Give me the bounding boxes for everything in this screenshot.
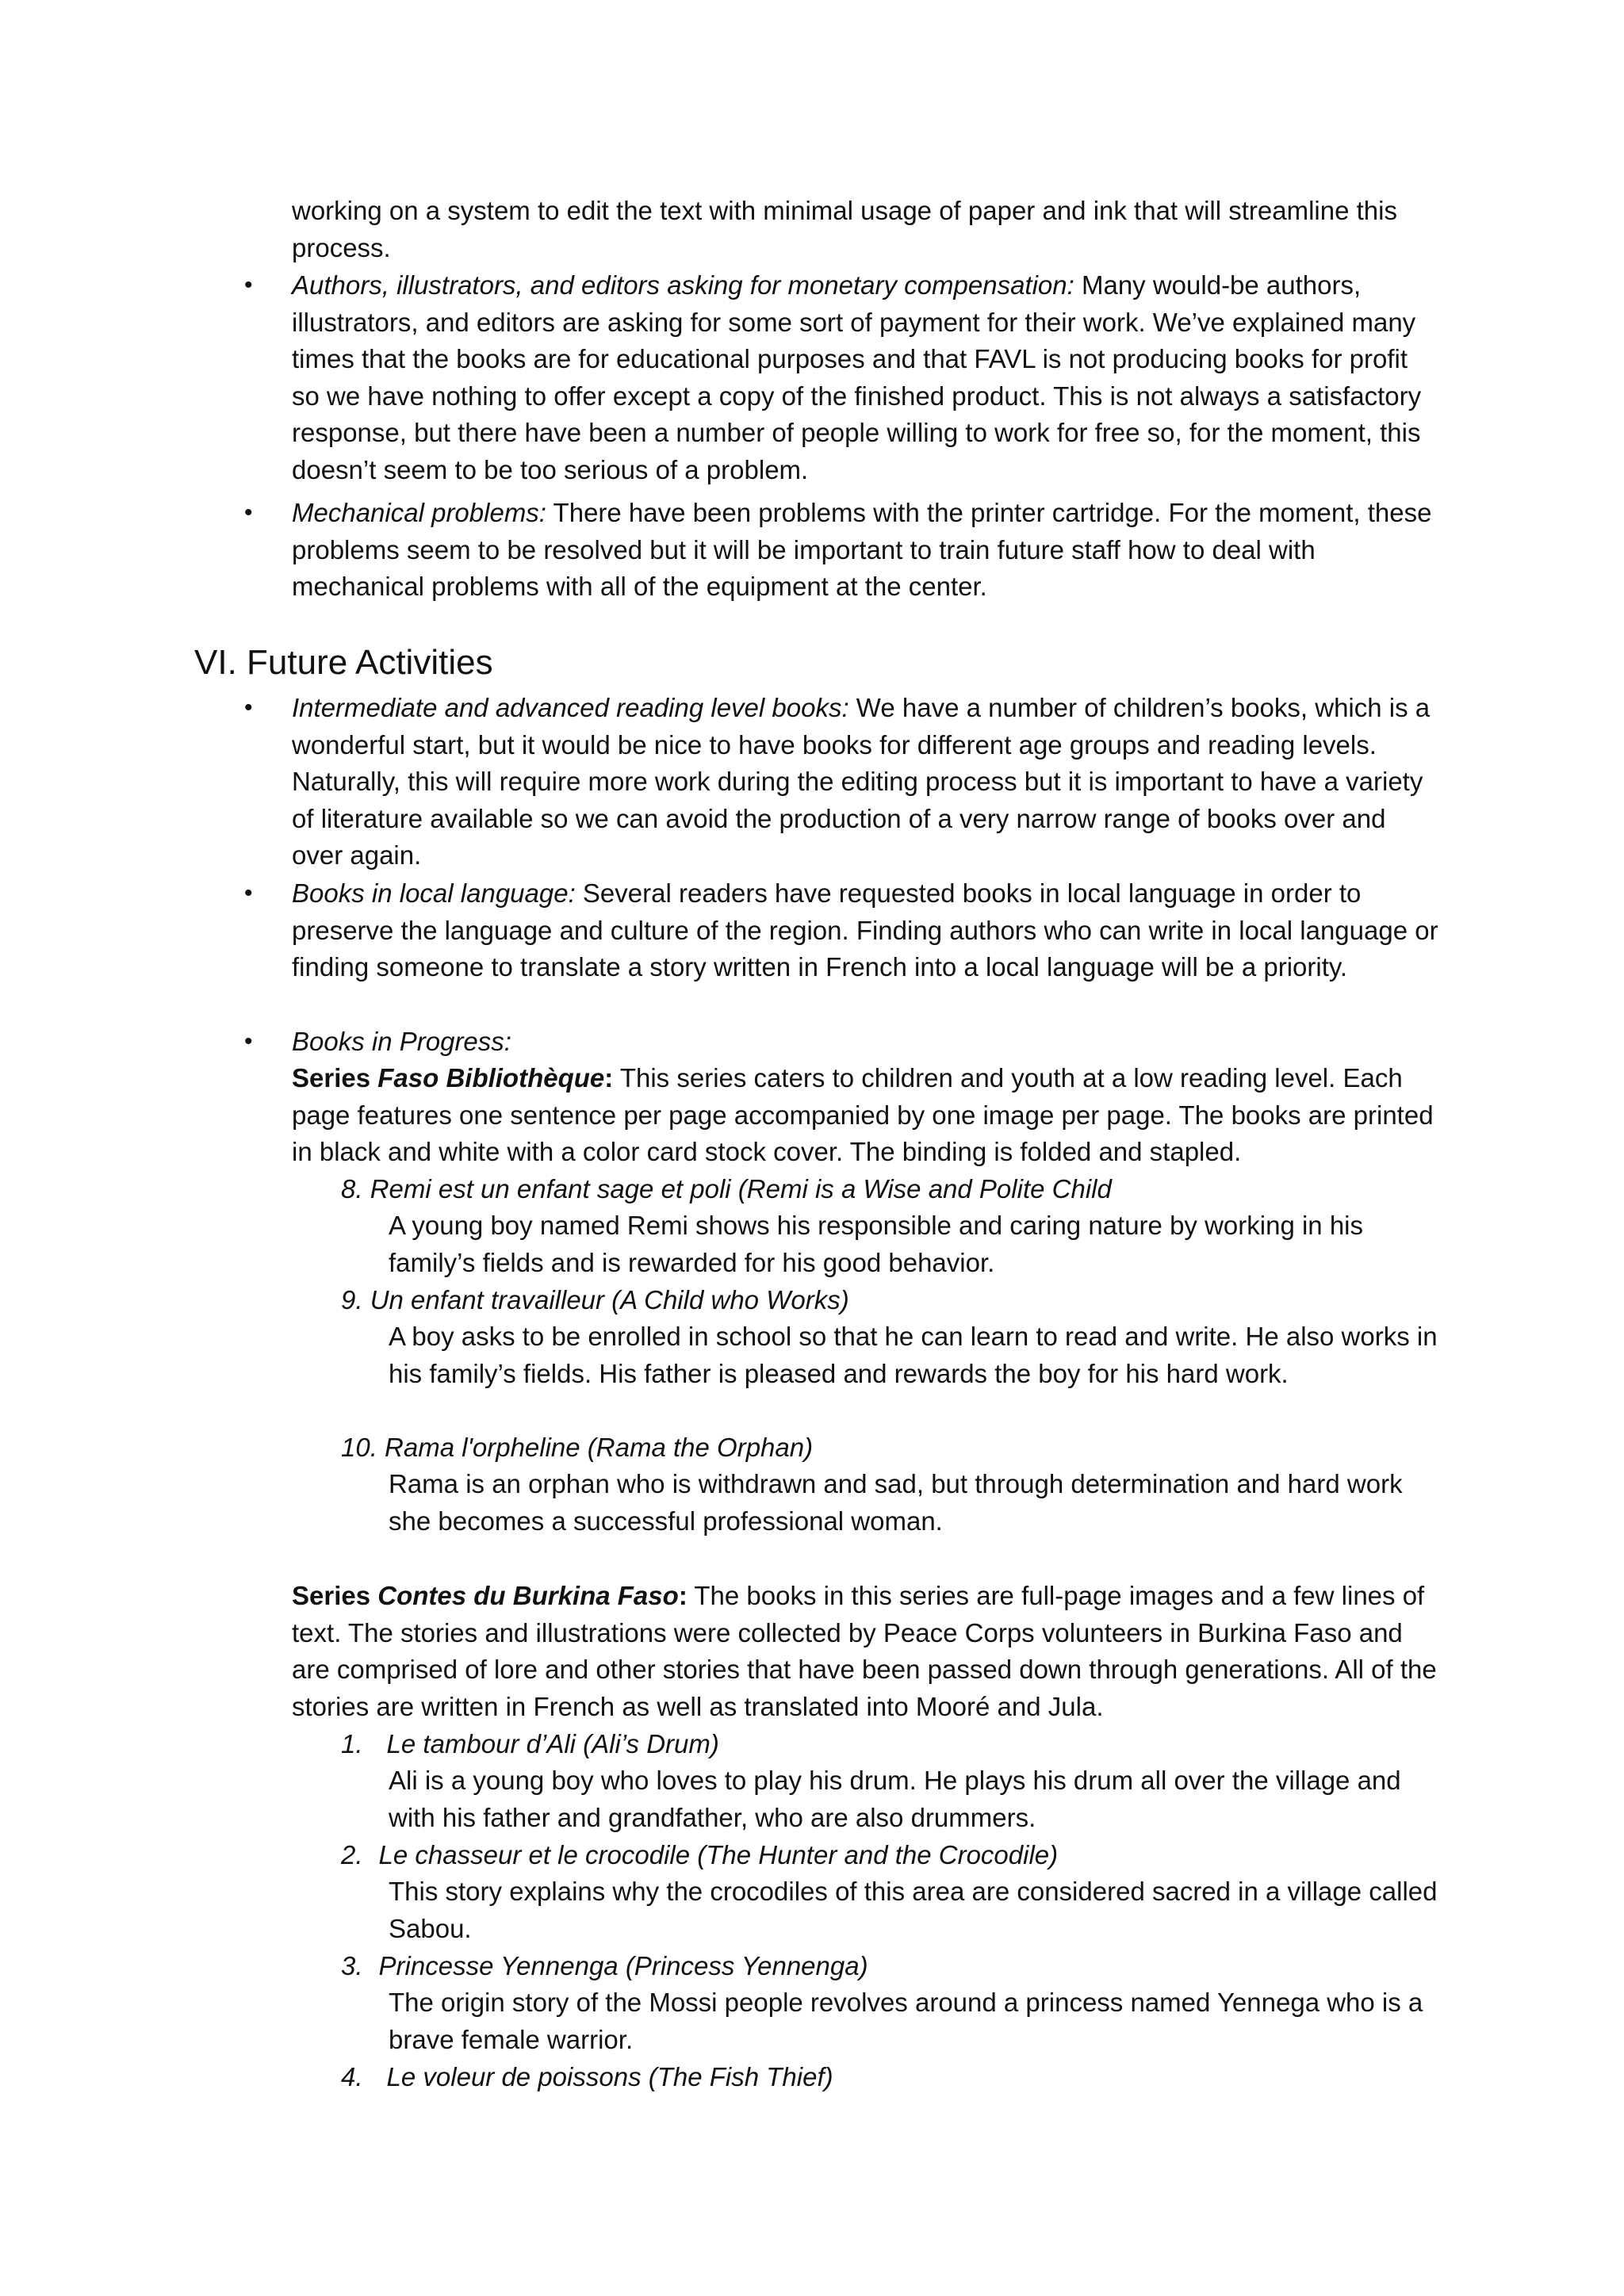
list-item (292, 875, 1442, 986)
book-title-text: Princesse Yennenga (Princess Yennenga) (378, 1951, 868, 1980)
item-text: There have been problems with the printer cartridge. For the moment, these problems seem to be resolved but it will be important to train future staff how to deal with mechanical problems with all of the equipment at the center. (292, 498, 1432, 601)
book-description: A young boy named Remi shows his responsible and caring nature by working in his family’s fields and is rewarded for his good behavior. (389, 1211, 1364, 1277)
series-paragraph (292, 1578, 1442, 1725)
item-label: Mechanical problems: (292, 498, 546, 527)
series-description: This series caters to children and youth at a low reading level. Each page features one sentence per page accompanied by one image per page. The books are printed in black and white with a color card stock cover. The binding is folded and stapled. (292, 1063, 1434, 1166)
series-name: Contes du Burkina Faso (377, 1581, 679, 1610)
item-text: Several readers have requested books in local language in order to preserve the language and culture of the region. Finding authors who can write in local language or finding someone to translate a story written in French into a local language will be a priority. (292, 878, 1438, 982)
book-number: 2. (341, 1840, 363, 1869)
series-name: Faso Bibliothèque (377, 1063, 605, 1093)
item-text: Many would-be authors, illustrators, and editors are asking for some sort of payment for their work. We’ve explained many times that the books are for educational purposes and that FAVL is not producing books for profit so we have nothing to offer except a copy of the finished product. This is not always a satisfactory response, but there have been a number of people willing to work for free so, for the moment, this doesn’t seem to be too serious of a problem. (292, 270, 1422, 484)
book-title-text: Le tambour d’Ali (Ali’s Drum) (386, 1729, 719, 1758)
book-description: A boy asks to be enrolled in school so that he can learn to read and write. He also works in his family’s fields. His father is pleased and rewards the boy for his hard work. (389, 1322, 1438, 1388)
list-item (292, 267, 1442, 488)
book-title: 10. Rama l'orpheline (Rama the Orphan) (341, 1433, 814, 1462)
series-colon: : (604, 1063, 614, 1093)
section-heading: VI. Future Activities (194, 643, 493, 682)
book-title (341, 1948, 868, 1985)
item-label: Intermediate and advanced reading level books: (292, 693, 849, 722)
book-title (341, 1726, 719, 1763)
book-description: This story explains why the crocodiles of this area are considered sacred in a village called Sabou. (389, 1877, 1438, 1943)
book-title (341, 1837, 1058, 1874)
bullet-icon: • (244, 499, 253, 526)
list-item (292, 1024, 1442, 1061)
book-title: 9. Un enfant travailleur (A Child who Works) (341, 1285, 849, 1314)
list-item (292, 690, 1442, 874)
book-number: 1. (341, 1729, 363, 1758)
book-title: 8. Remi est un enfant sage et poli (Remi is a Wise and Polite Child (341, 1174, 1112, 1203)
book-description: The origin story of the Mossi people revolves around a princess named Yennega who is a brave female warrior. (389, 1988, 1423, 2054)
bullet-icon: • (244, 1028, 253, 1054)
list-item (292, 495, 1442, 606)
book-description: Rama is an orphan who is withdrawn and sad, but through determination and hard work she becomes a successful professional woman. (389, 1469, 1403, 1536)
bullet-icon: • (244, 272, 253, 298)
bullet-icon: • (244, 695, 253, 721)
series-prefix: Series (292, 1581, 378, 1610)
item-label: Books in Progress: (292, 1027, 511, 1056)
item-text: We have a number of children’s books, which is a wonderful start, but it would be nice to have books for different age groups and reading levels. Naturally, this will require more work during the editing process but it is important to have a variety of literature available so we can avoid the production of a very narrow range of books over and over again. (292, 693, 1431, 870)
book-title (341, 2059, 833, 2096)
book-title-text: Le voleur de poissons (The Fish Thief) (386, 2062, 833, 2091)
series-paragraph (292, 1060, 1442, 1171)
series-prefix: Series (292, 1063, 378, 1093)
book-title-text: Le chasseur et le crocodile (The Hunter and the Crocodile) (378, 1840, 1059, 1869)
series-description: The books in this series are full-page images and a few lines of text. The stories and illustrations were collected by Peace Corps volunteers in Burkina Faso and are comprised of lore and other stories that have been passed down through generations. All of the stories are written in French as well as translated into Mooré and Jula. (292, 1581, 1437, 1721)
bullet-icon: • (244, 880, 253, 906)
continued-paragraph: working on a system to edit the text with minimal usage of paper and ink that will streamline this process. (292, 196, 1397, 262)
book-description: Ali is a young boy who loves to play his drum. He plays his drum all over the village and with his father and grandfather, who are also drummers. (389, 1766, 1401, 1832)
book-number: 4. (341, 2062, 363, 2091)
series-colon: : (678, 1581, 688, 1610)
book-number: 3. (341, 1951, 363, 1980)
item-label: Authors, illustrators, and editors asking for monetary compensation: (292, 270, 1074, 300)
item-label: Books in local language: (292, 878, 576, 908)
